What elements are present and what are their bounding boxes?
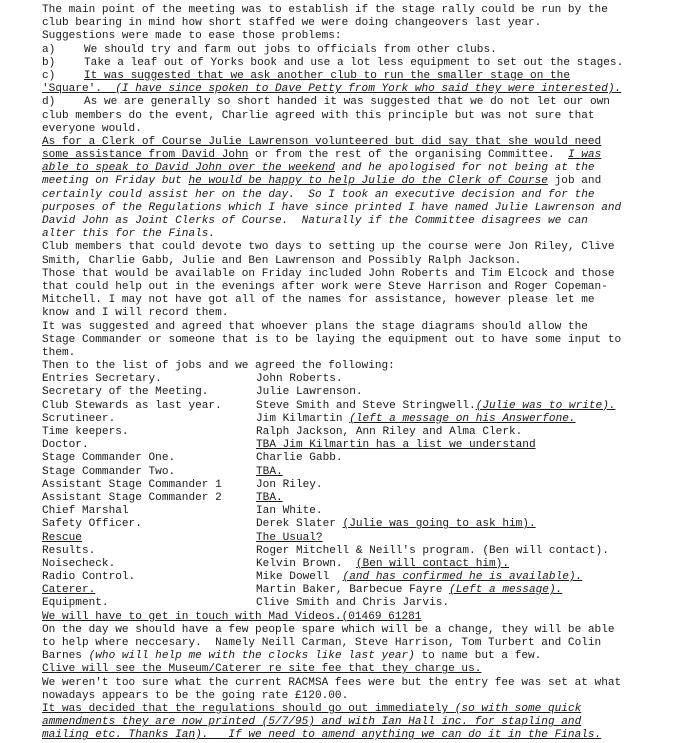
job-value: Jon Riley.	[256, 478, 323, 491]
text-line	[42, 716, 682, 729]
job-label: Rescue	[42, 531, 82, 544]
text-line: Mitchell. I may not have got all of the names for assistance, however please let me	[42, 294, 595, 307]
text-line: Those that would be available on Friday included John Roberts and Tim Elcock and those	[42, 267, 615, 280]
list-marker: a)	[42, 43, 56, 56]
job-row	[42, 518, 682, 531]
job-value-text: Mike Dowell	[256, 571, 343, 584]
text-fragment: mailing etc. Thanks Ian).	[42, 729, 209, 742]
text-fragment: and with Ian Hall inc. for stapling and	[314, 716, 582, 729]
text-line: Club members that could devote two days to setting up the course were Jon Riley, Clive	[42, 241, 615, 254]
minutes-document	[42, 4, 682, 743]
job-note: (Ben will contact).	[482, 544, 609, 557]
job-label: Stage Commander Two.	[42, 465, 176, 478]
job-label: Chief Marshal	[42, 505, 129, 518]
job-row	[42, 426, 682, 439]
text-line	[42, 650, 682, 663]
job-value	[256, 413, 682, 426]
job-row	[42, 597, 682, 610]
text-line: Suggestions were made to ease those problems:	[42, 30, 342, 43]
text-line: know and I will record them.	[42, 307, 229, 320]
job-value-text: Derek Slater	[256, 518, 343, 531]
list-marker: b)	[42, 56, 56, 69]
suggestion-b	[42, 57, 682, 70]
job-row	[42, 545, 682, 558]
text-line: We weren't too sure what the current RACMSA fees were but the entry fee was set at what	[42, 676, 622, 689]
job-row	[42, 386, 682, 399]
list-marker: d)	[42, 96, 56, 109]
job-value: Charlie Gabb.	[256, 452, 343, 465]
text-line: Then to the list of jobs and we agreed the following:	[42, 360, 395, 373]
text-fragment: If we need to amend anything we can do it in the Finals.	[208, 729, 602, 742]
text-line: We will have to get in touch with Mad Videos.(01469 61281	[42, 610, 422, 623]
text-line	[42, 162, 682, 175]
text-fragment: ammendments they are now printed (5/7/95)	[42, 716, 315, 729]
job-label: Stage Commander One.	[42, 452, 176, 465]
text-line: alter this for the Finals.	[42, 228, 216, 241]
suggestion-d	[42, 96, 682, 109]
text-line: certainly could assist her on the day. So I took an executive decision and for the	[42, 188, 595, 201]
text-line: club bearing in mind how short staffed we were doing changeovers last year.	[42, 17, 542, 30]
suggestion-c-continuation	[42, 83, 682, 96]
job-label: Scrutineer.	[42, 412, 116, 425]
text-fragment: job and	[547, 175, 602, 188]
job-value	[256, 518, 682, 531]
text-fragment: (who will help me with the clocks like last year)	[88, 650, 415, 663]
job-note: (Ben will contact him).	[355, 557, 509, 570]
text-line	[42, 729, 682, 742]
text-line: nowadays appears to be the going rate £120.00.	[42, 689, 349, 702]
text-fragment: some assistance from David John	[42, 149, 249, 162]
job-row	[42, 505, 682, 518]
text-line: them.	[42, 346, 76, 359]
job-value-text: Martin Baker, Barbecue Fayre	[256, 584, 450, 597]
job-value	[256, 584, 682, 597]
job-label: Assistant Stage Commander 1	[42, 478, 222, 491]
job-value: Ralph Jackson, Ann Riley and Alma Clerk.	[256, 426, 523, 438]
suggestion-a	[42, 44, 682, 57]
list-marker: c)	[42, 69, 56, 82]
suggestion-text: As we are generally so short handed it was suggested that we do not let our own	[84, 96, 610, 109]
job-note: (left a message on his Answerfone.	[349, 412, 576, 425]
suggestion-text: Take a leaf out of Yorks book and use a lot less equipment to set out the stages.	[84, 56, 624, 69]
text-line: everyone would.	[42, 122, 142, 135]
job-value: Clive Smith and Chris Jarvis.	[256, 597, 450, 610]
job-value: TBA Jim Kilmartin has a list we understand	[256, 439, 536, 452]
job-label: Entries Secretary.	[42, 373, 162, 386]
job-label: Doctor.	[42, 439, 89, 452]
job-value: The Usual?	[256, 531, 323, 544]
text-line: Clive will see the Museum/Caterer re site fee that they charge us.	[42, 663, 482, 676]
job-row	[42, 373, 682, 386]
text-line: It was suggested and agreed that whoever plans the stage diagrams should allow the	[42, 320, 588, 333]
job-row	[42, 452, 682, 465]
job-row	[42, 571, 682, 584]
job-row	[42, 466, 682, 479]
job-value: TBA.	[256, 491, 283, 504]
job-note: (Left a message).	[449, 584, 563, 597]
job-row	[42, 400, 682, 413]
text-line	[42, 149, 682, 162]
text-fragment: able to speak to David John over the weekend	[42, 162, 335, 175]
job-row	[42, 413, 682, 426]
job-value	[256, 545, 682, 558]
text-line: that could help out in the evenings after work were Steve Harrison and Roger Copeman-	[42, 280, 608, 293]
job-row	[42, 532, 682, 545]
text-line: purposes of the Regulations which I have since printed I have named Julie Lawrenson and	[42, 201, 622, 214]
text-fragment: and he apologised for not being at the	[334, 162, 595, 175]
job-value-text: Steve Smith and Steve Stringwell.	[256, 399, 476, 412]
text-line: On the day we should have a few people spare which will be a change, they will be able	[42, 623, 615, 636]
text-fragment: Barnes	[42, 650, 89, 663]
job-value	[256, 558, 682, 571]
job-label: Secretary of the Meeting.	[42, 386, 209, 399]
handwritten-style-note: (I have since spoken to Dave Petty from York who said they were interested).	[115, 83, 622, 96]
text-fragment: he would be happy to help Julie do the Clerk of Course	[188, 175, 548, 188]
job-label: Safety Officer.	[42, 518, 142, 531]
text-fragment: to name but a few.	[414, 650, 542, 663]
text-line: Smith, Charlie Gabb, Julie and Ben Lawrenson and Possibly Ralph Jackson.	[42, 254, 522, 267]
job-value: TBA.	[256, 465, 283, 478]
text-line: The main point of the meeting was to establish if the stage rally could be run by the	[42, 4, 608, 16]
job-label: Equipment.	[42, 597, 109, 610]
text-line	[42, 175, 682, 188]
job-value-text: Jim Kilmartin	[256, 412, 350, 425]
suggestion-c	[42, 70, 682, 83]
suggestion-text: 'Square'.	[42, 83, 116, 96]
text-line: to help where neccesary. Namely Neill Carman, Steve Harrison, Tom Turbert and Colin	[42, 637, 602, 649]
text-fragment: meeting on Friday but	[42, 175, 189, 188]
suggestion-text: It was suggested that we ask another club to run the smaller stage on the	[84, 69, 570, 82]
text-line	[42, 703, 682, 716]
text-line: Stage Commander or someone that is to be laying the equipment out to have some input to	[42, 333, 622, 346]
job-value-text: Kelvin Brown.	[256, 557, 356, 570]
job-label: Results.	[42, 544, 96, 557]
job-label: Time keepers.	[42, 426, 129, 438]
text-line: As for a Clerk of Course Julie Lawrenson volunteered but did say that she would need	[42, 135, 602, 148]
job-label: Assistant Stage Commander 2	[42, 491, 222, 504]
text-fragment: I was	[567, 149, 602, 162]
text-fragment: (so with some quick	[454, 702, 582, 715]
job-note: (and has confirmed he is available).	[342, 571, 583, 584]
job-value	[256, 400, 682, 413]
job-row	[42, 558, 682, 571]
text-fragment: It was decided that the regulations should go out immediately	[42, 702, 455, 715]
job-label: Noisecheck.	[42, 557, 116, 570]
job-note: (Julie was to write).	[475, 399, 616, 412]
job-label: Club Stewards as last year.	[42, 399, 222, 412]
job-row	[42, 479, 682, 492]
job-value	[256, 571, 682, 584]
text-line: David John as Joint Clerks of Course. Naturally if the Committee disagrees we can	[42, 215, 588, 227]
text-fragment: or from the rest of the organising Committee.	[248, 149, 568, 162]
job-value-text: Roger Mitchell & Neill's program.	[256, 544, 483, 557]
job-row	[42, 584, 682, 597]
job-label: Caterer.	[42, 584, 96, 597]
suggestion-text: We should try and farm out jobs to officials from other clubs.	[84, 43, 497, 56]
job-row	[42, 439, 682, 452]
job-note: (Julie was going to ask him).	[342, 518, 536, 531]
text-line: club members do the event, Charlie agreed with this principle but was not sure that	[42, 109, 595, 122]
job-value: Julie Lawrenson.	[256, 386, 363, 399]
job-value: Ian White.	[256, 505, 323, 518]
job-value: John Roberts.	[256, 373, 343, 386]
job-label: Radio Control.	[42, 571, 136, 584]
job-row	[42, 492, 682, 505]
